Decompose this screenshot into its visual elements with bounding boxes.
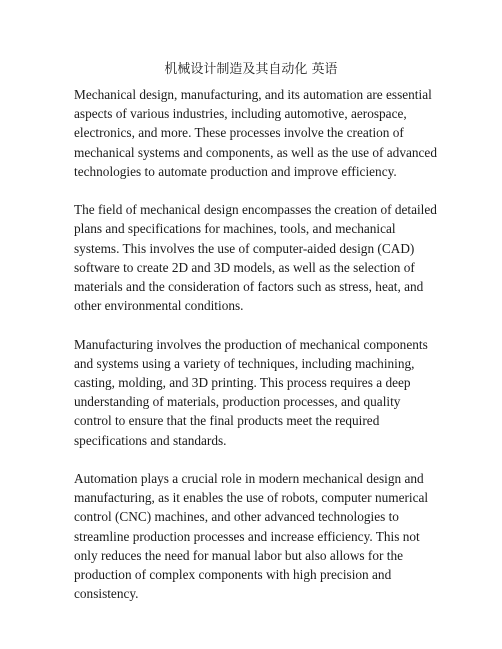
paragraph-mechanical-design: The field of mechanical design encompasses the creation of detailed plans and specifications for machines, tools, and mechanical systems. This involves the use of computer-aided design (CAD) software to create 2D and 3D models, as well as the selection of materials and the consideration of factors such as stress, heat, and other environmental conditions. — [74, 202, 437, 314]
document-title: 机械设计制造及其自动化 英语 — [164, 62, 338, 77]
paragraph-automation: Automation plays a crucial role in modern mechanical design and manufacturing, as it enables the use of robots, computer numerical control (CNC) machines, and other advanced technologies to streamline production processes and increase efficiency. This not only reduces the need for manual labor but also allows for the production of complex components with high precision and consistency. — [74, 471, 429, 602]
document-body — [74, 85, 438, 623]
paragraph-manufacturing: Manufacturing involves the production of mechanical components and systems using a variety of techniques, including machining, casting, molding, and 3D printing. This process requires a deep understanding of materials, production processes, and quality control to ensure that the final products meet the required specifications and standards. — [74, 336, 428, 448]
paragraph-intro: Mechanical design, manufacturing, and its automation are essential aspects of various industries, including automotive, aerospace, electronics, and more. These processes involve the creation of mechanical systems and components, as well as the use of advanced technologies to automate production and improve efficiency. — [74, 87, 437, 179]
